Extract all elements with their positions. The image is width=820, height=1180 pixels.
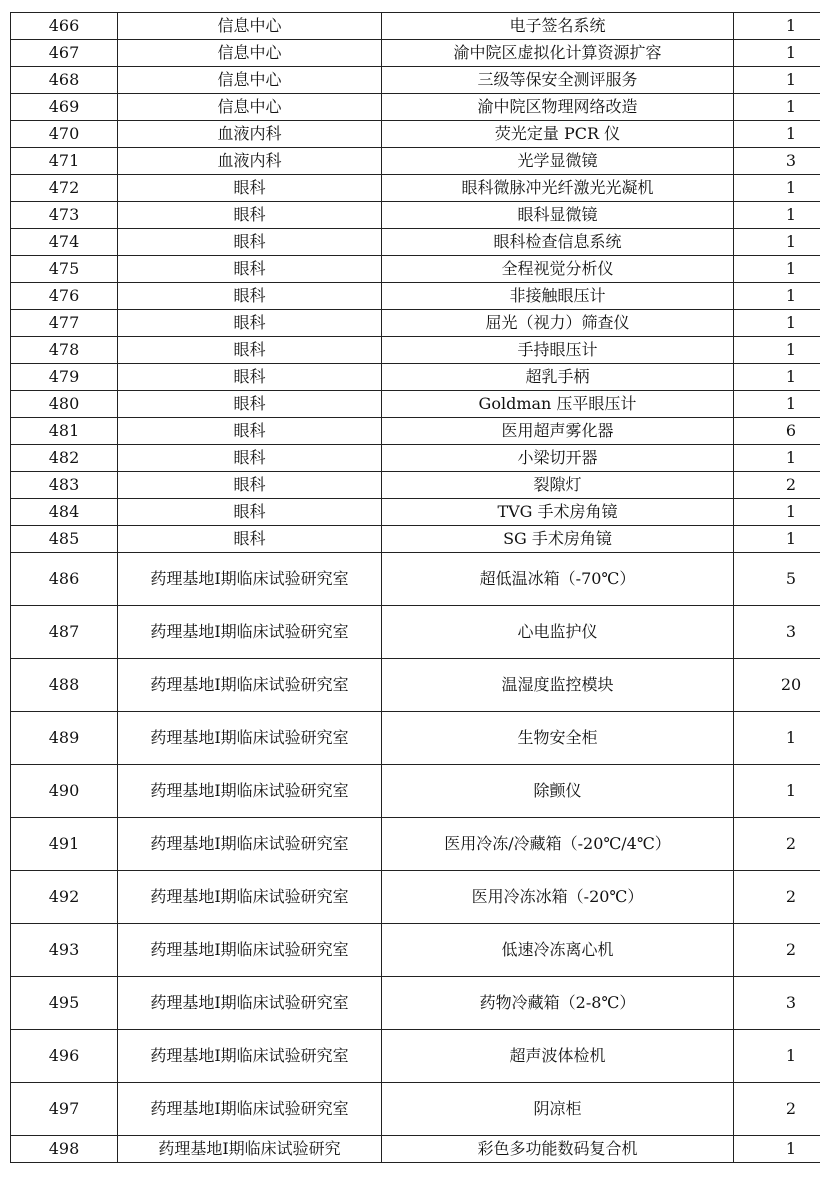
quantity-cell: 1 xyxy=(734,712,820,765)
department-cell: 眼科 xyxy=(118,310,382,337)
item-number-cell: 490 xyxy=(11,765,118,818)
item-number-cell: 487 xyxy=(11,606,118,659)
item-number-cell: 480 xyxy=(11,391,118,418)
table-row xyxy=(11,40,820,67)
quantity-cell: 2 xyxy=(734,1083,820,1136)
quantity-cell: 1 xyxy=(734,229,820,256)
department-cell: 信息中心 xyxy=(118,40,382,67)
department-cell: 眼科 xyxy=(118,418,382,445)
department-cell: 药理基地Ⅰ期临床试验研究室 xyxy=(118,1083,382,1136)
quantity-cell: 5 xyxy=(734,553,820,606)
table-row xyxy=(11,765,820,818)
table-row xyxy=(11,871,820,924)
equipment-name-cell: 彩色多功能数码复合机 xyxy=(382,1136,734,1163)
department-cell: 药理基地Ⅰ期临床试验研究室 xyxy=(118,924,382,977)
item-number-cell: 495 xyxy=(11,977,118,1030)
quantity-cell: 2 xyxy=(734,924,820,977)
equipment-name-cell: 荧光定量 PCR 仪 xyxy=(382,121,734,148)
table-row xyxy=(11,499,820,526)
equipment-name-cell: 阴凉柜 xyxy=(382,1083,734,1136)
table-row xyxy=(11,1030,820,1083)
table-body xyxy=(11,13,820,1163)
item-number-cell: 486 xyxy=(11,553,118,606)
equipment-name-cell: 手持眼压计 xyxy=(382,337,734,364)
quantity-cell: 1 xyxy=(734,40,820,67)
item-number-cell: 478 xyxy=(11,337,118,364)
item-number-cell: 484 xyxy=(11,499,118,526)
quantity-cell: 1 xyxy=(734,256,820,283)
item-number-cell: 496 xyxy=(11,1030,118,1083)
quantity-cell: 1 xyxy=(734,121,820,148)
equipment-name-cell: 全程视觉分析仪 xyxy=(382,256,734,283)
table-row xyxy=(11,606,820,659)
department-cell: 眼科 xyxy=(118,445,382,472)
item-number-cell: 473 xyxy=(11,202,118,229)
table-row xyxy=(11,553,820,606)
department-cell: 药理基地Ⅰ期临床试验研究 xyxy=(118,1136,382,1163)
department-cell: 血液内科 xyxy=(118,148,382,175)
department-cell: 药理基地Ⅰ期临床试验研究室 xyxy=(118,1030,382,1083)
table-row xyxy=(11,659,820,712)
department-cell: 眼科 xyxy=(118,283,382,310)
quantity-cell: 20 xyxy=(734,659,820,712)
equipment-name-cell: Goldman 压平眼压计 xyxy=(382,391,734,418)
department-cell: 眼科 xyxy=(118,337,382,364)
equipment-name-cell: 眼科检查信息系统 xyxy=(382,229,734,256)
equipment-name-cell: 非接触眼压计 xyxy=(382,283,734,310)
department-cell: 血液内科 xyxy=(118,121,382,148)
table-row xyxy=(11,364,820,391)
quantity-cell: 3 xyxy=(734,977,820,1030)
department-cell: 药理基地Ⅰ期临床试验研究室 xyxy=(118,871,382,924)
table-row xyxy=(11,391,820,418)
equipment-name-cell: 医用超声雾化器 xyxy=(382,418,734,445)
table-row xyxy=(11,229,820,256)
item-number-cell: 475 xyxy=(11,256,118,283)
quantity-cell: 1 xyxy=(734,499,820,526)
department-cell: 药理基地Ⅰ期临床试验研究室 xyxy=(118,977,382,1030)
quantity-cell: 1 xyxy=(734,13,820,40)
item-number-cell: 493 xyxy=(11,924,118,977)
item-number-cell: 492 xyxy=(11,871,118,924)
equipment-name-cell: 超低温冰箱（-70℃） xyxy=(382,553,734,606)
equipment-table xyxy=(10,12,820,1163)
table-row xyxy=(11,121,820,148)
equipment-name-cell: 渝中院区虚拟化计算资源扩容 xyxy=(382,40,734,67)
equipment-name-cell: 除颤仪 xyxy=(382,765,734,818)
table-row xyxy=(11,472,820,499)
quantity-cell: 6 xyxy=(734,418,820,445)
table-row xyxy=(11,924,820,977)
table-row xyxy=(11,283,820,310)
table-row xyxy=(11,94,820,121)
table-row xyxy=(11,445,820,472)
department-cell: 眼科 xyxy=(118,202,382,229)
equipment-name-cell: 小梁切开器 xyxy=(382,445,734,472)
quantity-cell: 1 xyxy=(734,364,820,391)
equipment-name-cell: 低速冷冻离心机 xyxy=(382,924,734,977)
quantity-cell: 1 xyxy=(734,526,820,553)
department-cell: 药理基地Ⅰ期临床试验研究室 xyxy=(118,553,382,606)
item-number-cell: 468 xyxy=(11,67,118,94)
department-cell: 眼科 xyxy=(118,391,382,418)
equipment-name-cell: 心电监护仪 xyxy=(382,606,734,659)
equipment-name-cell: 屈光（视力）筛查仪 xyxy=(382,310,734,337)
department-cell: 眼科 xyxy=(118,472,382,499)
department-cell: 眼科 xyxy=(118,175,382,202)
department-cell: 眼科 xyxy=(118,526,382,553)
item-number-cell: 476 xyxy=(11,283,118,310)
quantity-cell: 1 xyxy=(734,337,820,364)
department-cell: 眼科 xyxy=(118,364,382,391)
item-number-cell: 488 xyxy=(11,659,118,712)
item-number-cell: 489 xyxy=(11,712,118,765)
quantity-cell: 1 xyxy=(734,310,820,337)
quantity-cell: 3 xyxy=(734,148,820,175)
equipment-name-cell: 眼科微脉冲光纤激光光凝机 xyxy=(382,175,734,202)
quantity-cell: 1 xyxy=(734,445,820,472)
table-row xyxy=(11,67,820,94)
table-row xyxy=(11,1083,820,1136)
equipment-name-cell: 温湿度监控模块 xyxy=(382,659,734,712)
department-cell: 信息中心 xyxy=(118,13,382,40)
quantity-cell: 3 xyxy=(734,606,820,659)
equipment-name-cell: 眼科显微镜 xyxy=(382,202,734,229)
item-number-cell: 497 xyxy=(11,1083,118,1136)
item-number-cell: 469 xyxy=(11,94,118,121)
item-number-cell: 466 xyxy=(11,13,118,40)
department-cell: 信息中心 xyxy=(118,67,382,94)
quantity-cell: 1 xyxy=(734,283,820,310)
table-row xyxy=(11,175,820,202)
table-row xyxy=(11,256,820,283)
equipment-name-cell: TVG 手术房角镜 xyxy=(382,499,734,526)
item-number-cell: 470 xyxy=(11,121,118,148)
department-cell: 眼科 xyxy=(118,256,382,283)
equipment-name-cell: 电子签名系统 xyxy=(382,13,734,40)
quantity-cell: 1 xyxy=(734,391,820,418)
quantity-cell: 1 xyxy=(734,1030,820,1083)
table-row xyxy=(11,418,820,445)
department-cell: 信息中心 xyxy=(118,94,382,121)
department-cell: 药理基地Ⅰ期临床试验研究室 xyxy=(118,659,382,712)
department-cell: 药理基地Ⅰ期临床试验研究室 xyxy=(118,765,382,818)
equipment-name-cell: 渝中院区物理网络改造 xyxy=(382,94,734,121)
table-row xyxy=(11,1136,820,1163)
quantity-cell: 1 xyxy=(734,67,820,94)
item-number-cell: 481 xyxy=(11,418,118,445)
table-row xyxy=(11,13,820,40)
item-number-cell: 485 xyxy=(11,526,118,553)
table-row xyxy=(11,202,820,229)
quantity-cell: 1 xyxy=(734,765,820,818)
equipment-name-cell: 医用冷冻/冷藏箱（-20℃/4℃） xyxy=(382,818,734,871)
equipment-name-cell: 医用冷冻冰箱（-20℃） xyxy=(382,871,734,924)
table-row xyxy=(11,526,820,553)
equipment-name-cell: 超乳手柄 xyxy=(382,364,734,391)
item-number-cell: 482 xyxy=(11,445,118,472)
quantity-cell: 1 xyxy=(734,175,820,202)
item-number-cell: 467 xyxy=(11,40,118,67)
item-number-cell: 483 xyxy=(11,472,118,499)
equipment-name-cell: 裂隙灯 xyxy=(382,472,734,499)
table-row xyxy=(11,148,820,175)
quantity-cell: 2 xyxy=(734,472,820,499)
equipment-name-cell: 三级等保安全测评服务 xyxy=(382,67,734,94)
department-cell: 药理基地Ⅰ期临床试验研究室 xyxy=(118,606,382,659)
item-number-cell: 474 xyxy=(11,229,118,256)
equipment-name-cell: 生物安全柜 xyxy=(382,712,734,765)
department-cell: 药理基地Ⅰ期临床试验研究室 xyxy=(118,818,382,871)
table-row xyxy=(11,818,820,871)
item-number-cell: 479 xyxy=(11,364,118,391)
department-cell: 眼科 xyxy=(118,499,382,526)
item-number-cell: 498 xyxy=(11,1136,118,1163)
item-number-cell: 477 xyxy=(11,310,118,337)
department-cell: 眼科 xyxy=(118,229,382,256)
item-number-cell: 491 xyxy=(11,818,118,871)
table-row xyxy=(11,310,820,337)
table-row xyxy=(11,977,820,1030)
quantity-cell: 2 xyxy=(734,871,820,924)
equipment-name-cell: 药物冷藏箱（2-8℃） xyxy=(382,977,734,1030)
department-cell: 药理基地Ⅰ期临床试验研究室 xyxy=(118,712,382,765)
table-row xyxy=(11,712,820,765)
table-row xyxy=(11,337,820,364)
equipment-name-cell: 光学显微镜 xyxy=(382,148,734,175)
quantity-cell: 2 xyxy=(734,818,820,871)
item-number-cell: 471 xyxy=(11,148,118,175)
item-number-cell: 472 xyxy=(11,175,118,202)
quantity-cell: 1 xyxy=(734,1136,820,1163)
quantity-cell: 1 xyxy=(734,202,820,229)
equipment-name-cell: 超声波体检机 xyxy=(382,1030,734,1083)
equipment-name-cell: SG 手术房角镜 xyxy=(382,526,734,553)
quantity-cell: 1 xyxy=(734,94,820,121)
